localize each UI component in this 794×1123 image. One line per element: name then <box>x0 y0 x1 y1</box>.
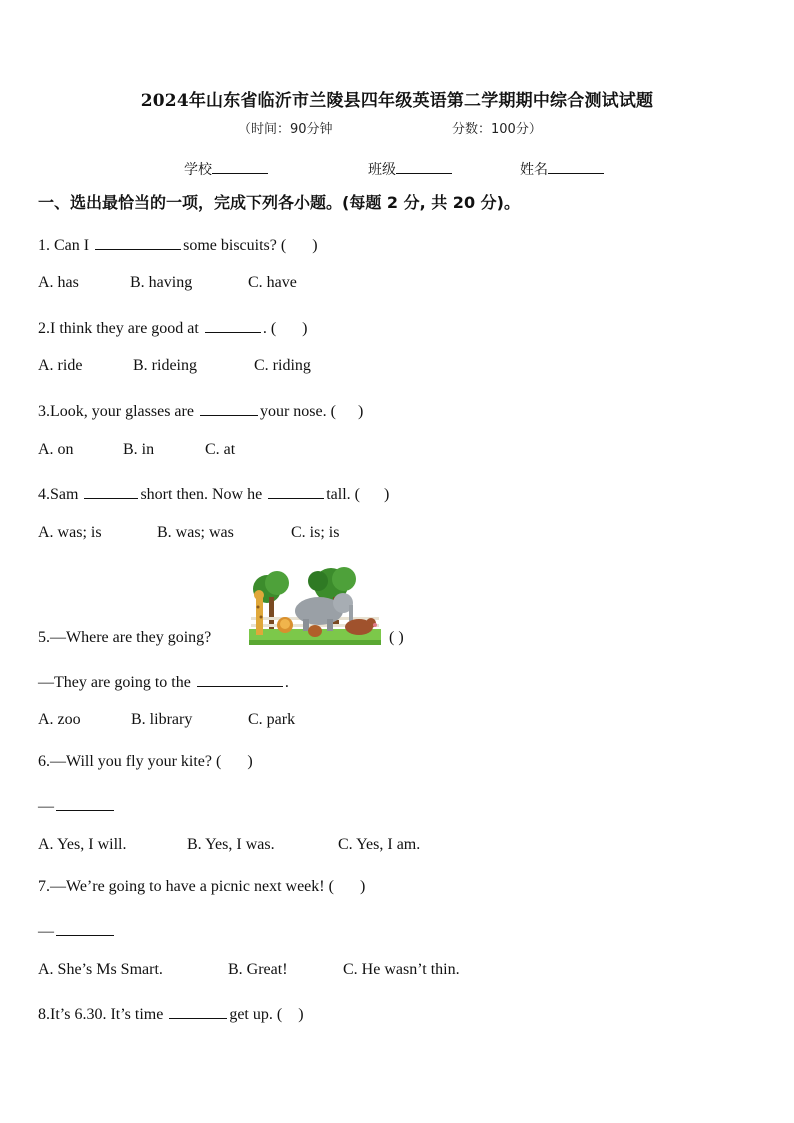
option-c[interactable]: C. at <box>205 441 236 458</box>
option-a[interactable]: A. has <box>38 274 79 291</box>
option-a[interactable]: A. was; is <box>38 524 102 541</box>
question-text: get up. ( <box>229 1006 283 1023</box>
option-c[interactable]: C. riding <box>254 357 311 374</box>
option-b[interactable]: B. was; was <box>157 524 234 541</box>
option-b[interactable]: B. rideing <box>133 357 197 374</box>
answer-blank[interactable] <box>56 919 114 936</box>
question-1 <box>38 233 318 255</box>
class-field[interactable] <box>368 159 452 179</box>
school-label: 学校 <box>184 162 212 178</box>
option-c[interactable]: C. have <box>248 274 297 291</box>
question-4 <box>38 482 389 504</box>
question-5-answer <box>38 670 289 692</box>
question-6-answer <box>38 794 116 816</box>
question-text: 3.Look, your glasses are <box>38 403 198 420</box>
option-b[interactable]: B. having <box>130 274 193 291</box>
question-5 <box>38 629 211 647</box>
school-blank[interactable] <box>212 159 268 174</box>
question-text: 7.—We’re going to have a picnic next week! ( <box>38 878 334 895</box>
exam-time: （时间：90分钟 <box>238 122 333 137</box>
name-field[interactable] <box>520 159 604 179</box>
question-7-answer <box>38 919 116 941</box>
answer-dash: — <box>38 798 54 815</box>
question-text: 8.It’s 6.30. It’s time <box>38 1006 168 1023</box>
question-text: short then. Now he <box>140 486 267 503</box>
exam-title: 2024年山东省临沂市兰陵县四年级英语第二学期期中综合测试试题 <box>140 91 654 111</box>
option-b[interactable]: B. in <box>123 441 155 458</box>
option-b[interactable]: B. Yes, I was. <box>187 836 275 853</box>
option-c[interactable]: C. is; is <box>291 524 340 541</box>
answer-blank[interactable] <box>56 794 114 811</box>
question-text: 1. Can I <box>38 237 94 254</box>
option-a[interactable]: A. on <box>38 441 74 458</box>
class-blank[interactable] <box>396 159 452 174</box>
answer-text: . <box>284 674 289 691</box>
option-a[interactable]: A. She’s Ms Smart. <box>38 961 163 978</box>
section-heading: 一、选出最恰当的一项，完成下列各小题。(每题 2 分, 共 20 分)。 <box>38 193 520 212</box>
option-c[interactable]: C. He wasn’t thin. <box>343 961 460 978</box>
question-text: 5.—Where are they going? <box>38 629 212 646</box>
answer-paren[interactable]: ( ) <box>389 629 404 646</box>
paren-close: ) <box>312 237 318 254</box>
option-b[interactable]: B. library <box>131 711 193 728</box>
option-b[interactable]: B. Great! <box>228 961 288 978</box>
answer-dash: — <box>38 923 54 940</box>
question-3 <box>38 399 363 421</box>
zoo-illustration <box>247 567 383 647</box>
paren-close: ) <box>298 1006 304 1023</box>
question-7 <box>38 878 365 896</box>
school-field[interactable] <box>184 159 268 179</box>
paren-close: ) <box>383 486 390 503</box>
option-a[interactable]: A. ride <box>38 357 83 374</box>
paren-close: ) <box>357 403 364 420</box>
option-c[interactable]: C. park <box>248 711 296 728</box>
question-text: 2.I think they are good at <box>38 320 203 337</box>
option-a[interactable]: A. Yes, I will. <box>38 836 127 853</box>
answer-blank[interactable] <box>197 670 283 687</box>
answer-blank[interactable] <box>200 399 258 416</box>
paren-close: ) <box>359 878 366 895</box>
answer-blank[interactable] <box>84 482 138 499</box>
paren-close: ) <box>247 753 253 770</box>
question-text: 6.—Will you fly your kite? ( <box>38 753 222 770</box>
question-2 <box>38 316 308 338</box>
question-text: 4.Sam <box>38 486 83 503</box>
class-label: 班级 <box>368 162 396 178</box>
exam-score: 分数：100分） <box>452 122 542 137</box>
option-c[interactable]: C. Yes, I am. <box>338 836 421 853</box>
answer-blank[interactable] <box>95 233 181 250</box>
question-text: . ( <box>262 320 277 337</box>
question-text: your nose. ( <box>259 403 336 420</box>
option-a[interactable]: A. zoo <box>38 711 81 728</box>
question-8 <box>38 1002 304 1024</box>
question-text: some biscuits? ( <box>183 237 287 254</box>
paren-close: ) <box>302 320 308 337</box>
answer-blank[interactable] <box>268 482 324 499</box>
answer-blank[interactable] <box>205 316 261 333</box>
question-text: tall. ( <box>326 486 360 503</box>
answer-text: —They are going to the <box>38 674 195 691</box>
name-blank[interactable] <box>548 159 604 174</box>
answer-blank[interactable] <box>169 1002 227 1019</box>
name-label: 姓名 <box>520 162 548 178</box>
zoo-animals-picture <box>247 567 383 647</box>
question-6 <box>38 753 253 771</box>
